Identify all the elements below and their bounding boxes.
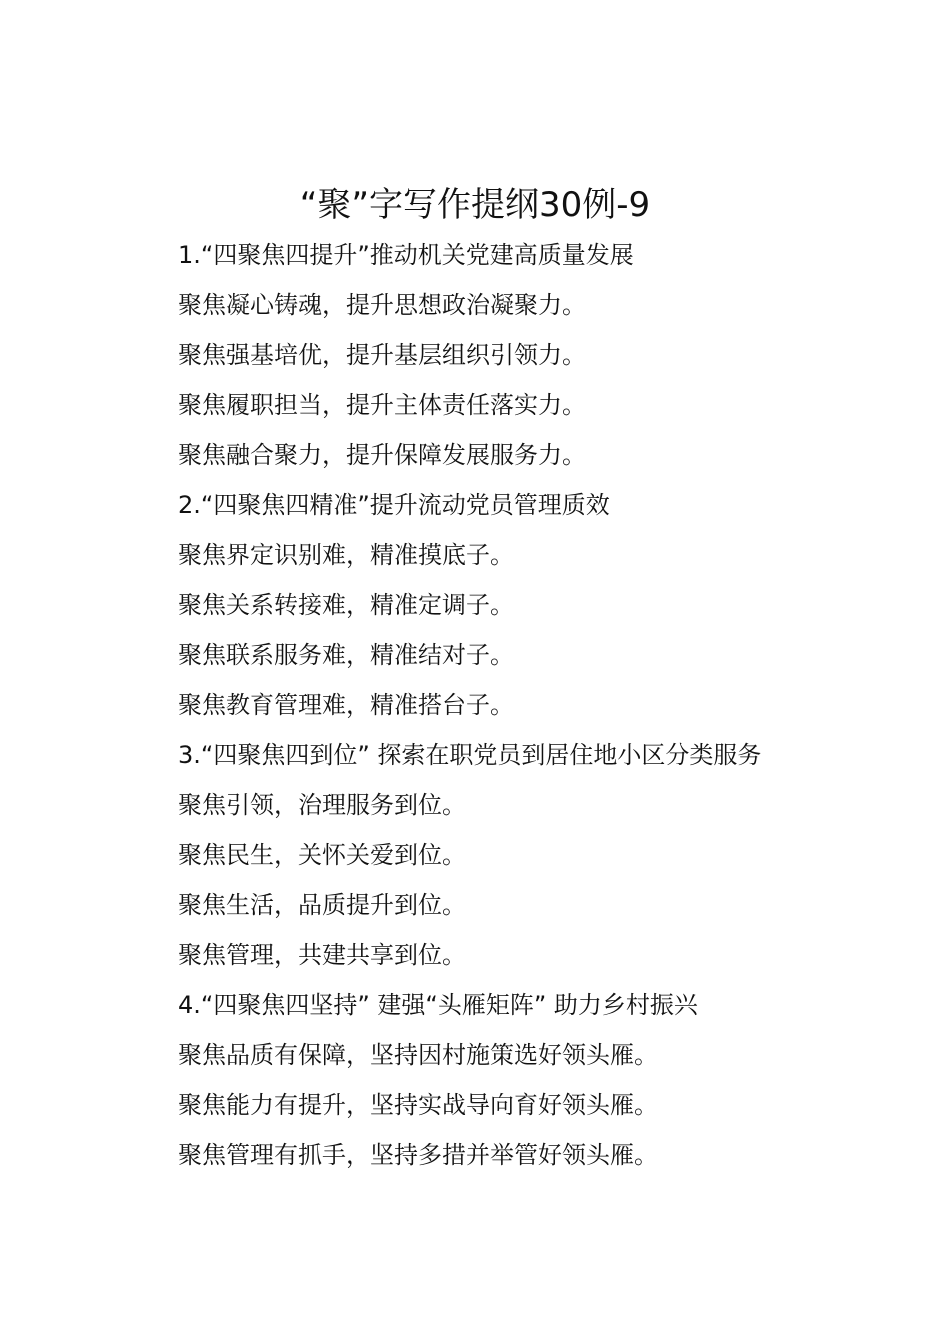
section-item: 聚焦联系服务难，精准结对子。 bbox=[178, 641, 514, 669]
section-1 bbox=[178, 230, 878, 480]
document-body bbox=[178, 230, 878, 1180]
section-heading: 2.“四聚焦四精准”提升流动党员管理质效 bbox=[178, 491, 610, 519]
section-heading: 4.“四聚焦四坚持” 建强“头雁矩阵” 助力乡村振兴 bbox=[178, 991, 698, 1019]
section-item: 聚焦管理，共建共享到位。 bbox=[178, 941, 466, 969]
section-item: 聚焦能力有提升，坚持实战导向育好领头雁。 bbox=[178, 1091, 658, 1119]
section-item: 聚焦履职担当，提升主体责任落实力。 bbox=[178, 391, 586, 419]
section-4 bbox=[178, 980, 878, 1180]
section-item: 聚焦教育管理难，精准搭台子。 bbox=[178, 691, 514, 719]
section-item: 聚焦引领，治理服务到位。 bbox=[178, 791, 466, 819]
section-item: 聚焦品质有保障，坚持因村施策选好领头雁。 bbox=[178, 1041, 658, 1069]
section-2 bbox=[178, 480, 878, 730]
section-item: 聚焦融合聚力，提升保障发展服务力。 bbox=[178, 441, 586, 469]
section-item: 聚焦管理有抓手，坚持多措并举管好领头雁。 bbox=[178, 1141, 658, 1169]
section-item: 聚焦关系转接难，精准定调子。 bbox=[178, 591, 514, 619]
section-item: 聚焦凝心铸魂，提升思想政治凝聚力。 bbox=[178, 291, 586, 319]
section-item: 聚焦民生，关怀关爱到位。 bbox=[178, 841, 466, 869]
document-title: “聚”字写作提纲30例-9 bbox=[299, 185, 651, 225]
section-item: 聚焦强基培优，提升基层组织引领力。 bbox=[178, 341, 586, 369]
section-heading: 1.“四聚焦四提升”推动机关党建高质量发展 bbox=[178, 241, 634, 269]
section-item: 聚焦生活，品质提升到位。 bbox=[178, 891, 466, 919]
section-3 bbox=[178, 730, 878, 980]
section-item: 聚焦界定识别难，精准摸底子。 bbox=[178, 541, 514, 569]
section-heading: 3.“四聚焦四到位” 探索在职党员到居住地小区分类服务 bbox=[178, 741, 762, 769]
